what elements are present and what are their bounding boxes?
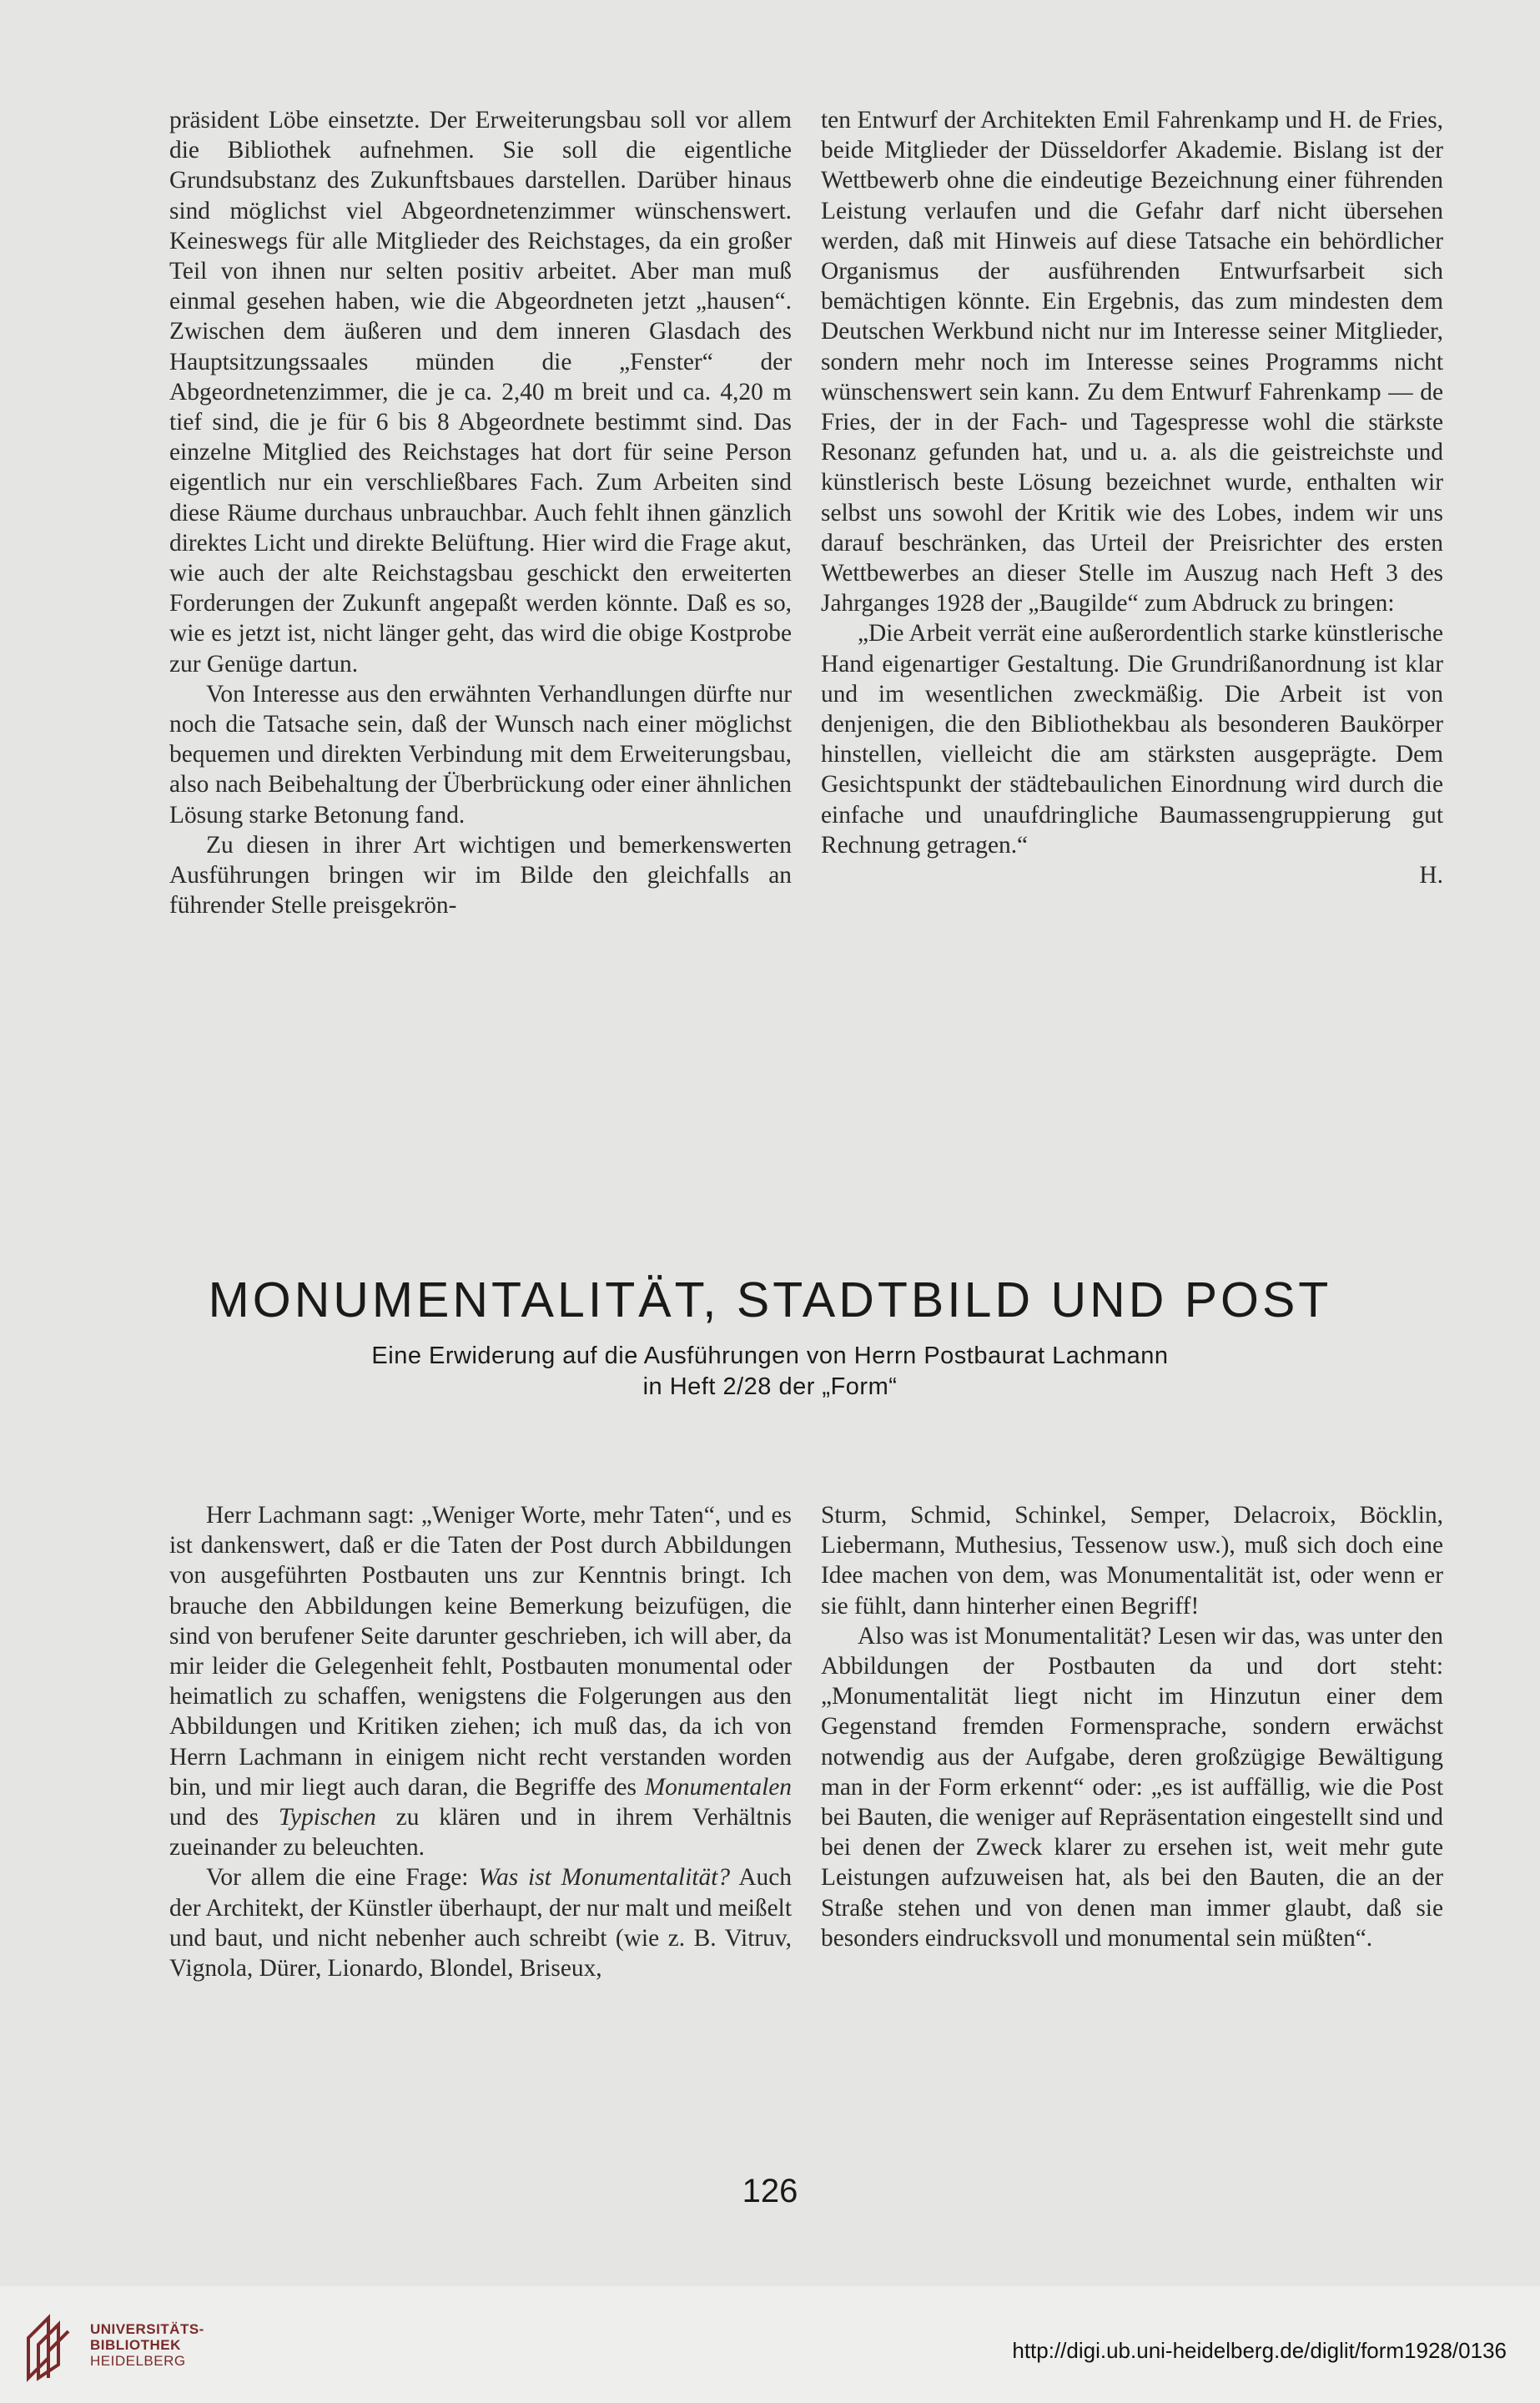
paragraph: Zu diesen in ihrer Art wichtigen und bemerkenswerten Ausführungen bringen wir im Bilde den gleichfalls an führender Stelle preisgekrön-	[169, 831, 792, 919]
library-logo-icon[interactable]	[23, 2313, 82, 2387]
article-subtitle	[0, 1341, 1540, 1403]
logo-line: UNIVERSITÄTS-	[90, 2321, 204, 2337]
logo-line: HEIDELBERG	[90, 2353, 186, 2369]
section1-right-column	[821, 105, 1443, 890]
paragraph: Sturm, Schmid, Schinkel, Semper, Delacroix, Böcklin, Liebermann, Muthesius, Tessenow usw.), muß sich doch eine Idee machen von dem, was Monumentalität ist, oder wenn er sie fühlt, dann hinterher einen Begriff!	[821, 1502, 1443, 1620]
article-title: MONUMENTALITÄT, STADTBILD UND POST	[208, 1272, 1332, 1327]
text-run: und des	[169, 1804, 279, 1831]
paragraph: Von Interesse aus den erwähnten Verhandlungen dürfte nur noch die Tatsache sein, daß der Wunsch nach einer möglichst bequemen und direkten Verbindung mit dem Erweiterungsbau, also nach Beibehaltung der Überbrückung oder einer ähnlichen Lösung starke Betonung fand.	[169, 680, 792, 829]
emphasis: Typischen	[278, 1804, 376, 1831]
text-run: zu klären und in ihrem Verhältnis zueinander zu beleuchten.	[169, 1804, 792, 1861]
section1-left-column	[169, 105, 792, 920]
paragraph: „Die Arbeit verrät eine außerordentlich starke künstlerische Hand eigenartiger Gestaltung. Die Grundrißanordnung ist klar und im wesentlichen zweckmäßig. Die Arbeit ist von denjenigen, die den Bibliothekbau als besonderen Baukörper hinstellen, vielleicht die am stärksten ausgeprägte. Dem Gesichtspunkt der städtebaulichen Einordnung wird durch die einfache und unaufdringliche Baumassengruppierung gut Rechnung getragen.“	[821, 620, 1443, 859]
subtitle-line: in Heft 2/28 der „Form“	[642, 1373, 898, 1400]
text-run: Herr Lachmann sagt: „Weniger Worte, mehr Taten“, und es ist dankenswert, daß er die Taten der Post durch Abbildungen von ausgeführten Postbauten uns zur Kenntnis bringt. Ich brauche den Abbildungen keine Bemerkung beizufügen, die sind von berufener Seite darunter geschrieben, ich will aber, da mir leider die Gelegenheit fehlt, Postbauten monumental oder heimatlich zu schaffen, wenigstens die Folgerungen aus den Abbildungen und Kritiken ziehen; ich muß das, da ich von Herrn Lachmann in einigem nicht recht verstanden worden bin, und mir liegt auch daran, die Begriffe des	[169, 1502, 792, 1801]
paragraph: ten Entwurf der Architekten Emil Fahrenkamp und H. de Fries, beide Mitglieder der Düsseldorfer Akademie. Bislang ist der Wettbewerb ohne die eindeutige Bezeichnung einer führenden Leistung verlaufen und die Gefahr darf nicht übersehen werden, daß mit Hinweis auf diese Tatsache ein behördlicher Organismus der ausführenden Entwurfsarbeit sich bemächtigen könnte. Ein Ergebnis, das zum mindesten dem Deutschen Werkbund nicht nur im Interesse seiner Mitglieder, sondern mehr noch im Interesse seines Programms nicht wünschenswert sein kann. Zu dem Entwurf Fahrenkamp — de Fries, der in der Fach- und Tagespresse wohl die stärkste Resonanz gefunden hat, und u. a. als die geistreichste und künstlerisch beste Lösung bezeichnet wurde, enthalten wir selbst uns sowohl der Kritik wie des Lobes, indem wir uns darauf beschränken, das Urteil der Preisrichter des ersten Wettbewerbes an dieser Stelle im Auszug nach Heft 3 des Jahrganges 1928 der „Baugilde“ zum Abdruck zu bringen:	[821, 107, 1443, 617]
signature: H.	[1419, 862, 1443, 889]
library-logo-text	[90, 2321, 204, 2369]
paragraph: präsident Löbe einsetzte. Der Erweiterungsbau soll vor allem die Bibliothek aufnehmen. Sie soll die eigentliche Grundsubstanz des Zukunftsbaues darstellen. Darüber hinaus sind möglichst viel Abgeordnetenzimmer wünschenswert. Keineswegs für alle Mitglieder des Reichstages, da ein großer Teil von ihnen nur selten positiv arbeitet. Aber man muß einmal gesehen haben, wie die Abgeordneten jetzt „hausen“. Zwischen dem äußeren und dem inneren Glasdach des Hauptsitzungssaales münden die „Fenster“ der Abgeordnetenzimmer, die je ca. 2,40 m breit und ca. 4,20 m tief sind, die je für 6 bis 8 Abgeordnete bestimmt sind. Das einzelne Mitglied des Reichstages hat dort für seine Person eigentlich nur ein verschließbares Fach. Zum Arbeiten sind diese Räume durchaus unbrauchbar. Auch fehlt ihnen gänzlich direktes Licht und direkte Belüftung. Hier wird die Frage akut, wie auch der alte Reichstagsbau geschickt den erweiterten Forderungen der Zukunft angepaßt werden könnte. Daß es so, wie es jetzt ist, nicht länger geht, das wird die obige Kostprobe zur Genüge dartun.	[169, 107, 792, 678]
text-run: Vor allem die eine Frage:	[206, 1864, 479, 1892]
logo-line: BIBLIOTHEK	[90, 2337, 181, 2353]
text-run: Auch der Architekt, der Künstler überhaupt, der nur malt und meißelt und baut, und nicht nebenher auch schreibt (wie z. B. Vitruv, Vignola, Dürer, Lionardo, Blondel, Briseux,	[169, 1864, 792, 1982]
subtitle-line: Eine Erwiderung auf die Ausführungen von Herrn Postbaurat Lachmann	[371, 1343, 1169, 1369]
section2-left-column	[169, 1500, 792, 1983]
emphasis: Monumentalen	[644, 1773, 792, 1801]
paragraph: Also was ist Monumentalität? Lesen wir das, was unter den Abbildungen der Postbauten da und dort steht: „Monumentalität liegt nicht im Hinzutun einer dem Gegenstand fremden Formensprache, sondern erwächst notwendig aus der Aufgabe, deren großzügige Bewältigung man in der Form erkennt“ oder: „es ist auffällig, wie die Post bei Bauten, die weniger auf Repräsentation eingestellt sind und bei denen der Zweck klarer zu ersehen ist, weit mehr gute Leistungen aufzuweisen hat, als bei den Bauten, die an der Straße stehen und von denen man immer glaubt, daß sie besonders eindrucksvoll und monumental sein müßten“.	[821, 1622, 1443, 1952]
paragraph	[169, 1500, 792, 1862]
source-url-link[interactable]: http://digi.ub.uni-heidelberg.de/diglit/form1928/0136	[1012, 2338, 1507, 2363]
section2-right-column	[821, 1500, 1443, 1953]
emphasis: Was ist Monumentalität?	[478, 1864, 731, 1892]
paragraph	[169, 1862, 792, 1983]
page-number: 126	[742, 2173, 798, 2209]
footer-bar	[0, 2286, 1540, 2403]
